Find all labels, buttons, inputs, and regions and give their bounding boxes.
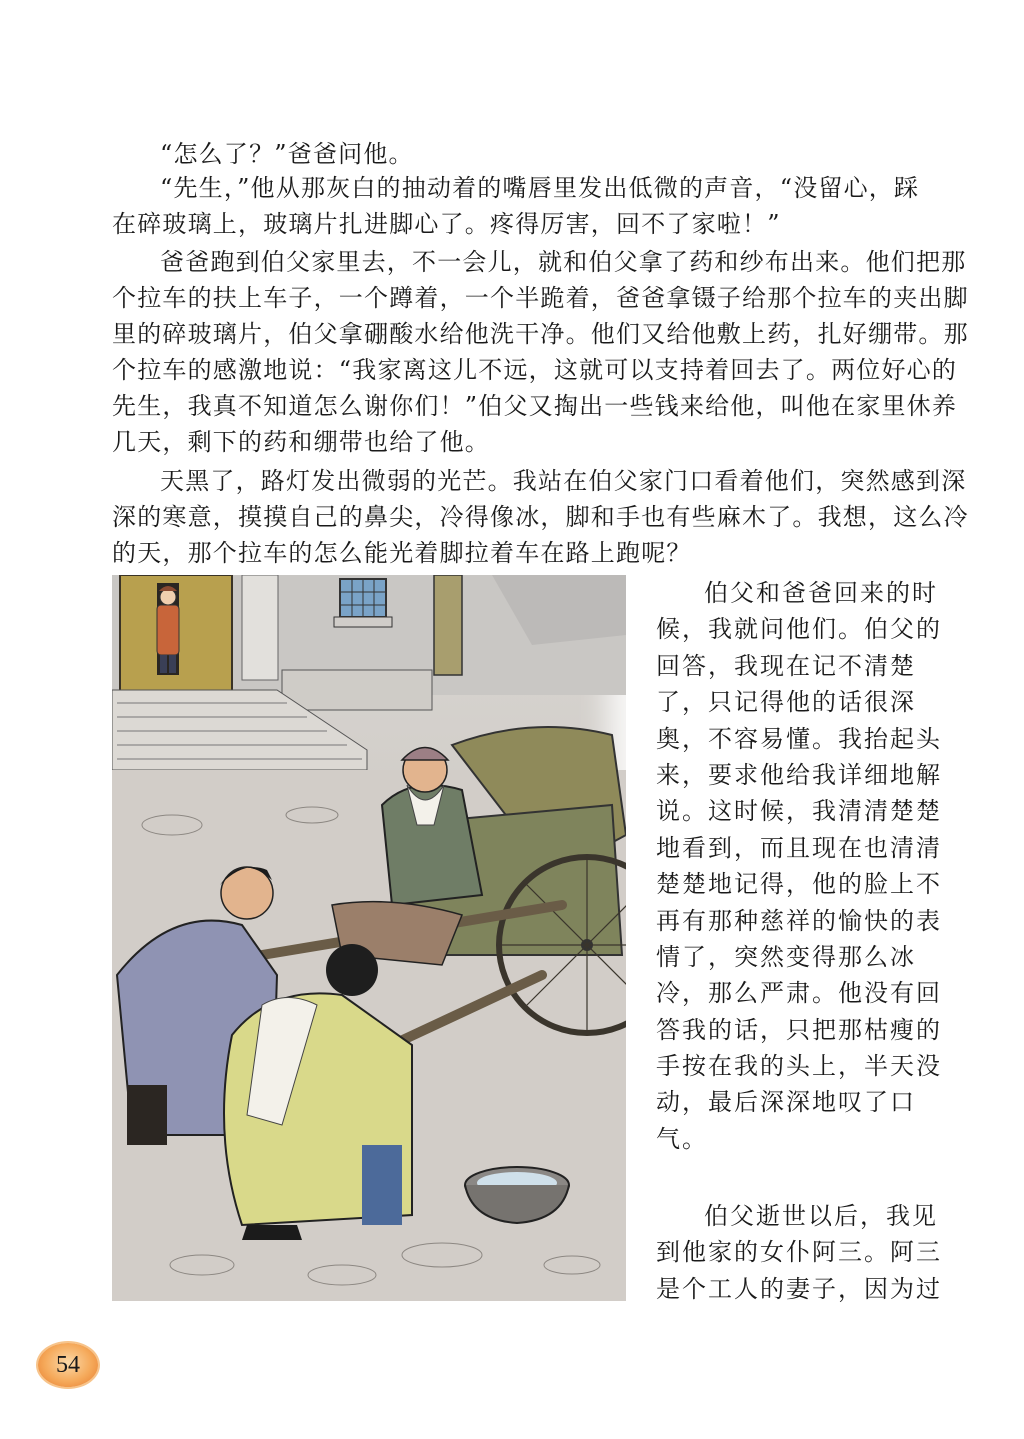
- text-line: 天黑了，路灯发出微弱的光芒。我站在伯父家门口看着他们，突然感到深: [160, 467, 967, 495]
- text-line: 个拉车的扶上车子，一个蹲着，一个半跪着，爸爸拿镊子给那个拉车的夹出脚: [112, 284, 969, 312]
- text-line: 里的碎玻璃片，伯父拿硼酸水给他洗干净。他们又给他敷上药，扎好绷带。那: [112, 320, 969, 348]
- text-line: 是个工人的妻子，因为过: [656, 1274, 942, 1303]
- text-line: 在碎玻璃上，玻璃片扎进脚心了。疼得厉害，回不了家啦！”: [112, 210, 781, 238]
- paragraph-4: [112, 463, 969, 571]
- page-number: 54: [56, 1351, 80, 1378]
- text-line: 回答，我现在记不清楚: [656, 651, 916, 680]
- text-line: 冷，那么严肃。他没有回: [656, 979, 942, 1008]
- text-line: 答我的话，只把那枯瘦的: [656, 1015, 942, 1044]
- illustration-drawing: [112, 575, 626, 1301]
- paragraph-2: [112, 170, 920, 242]
- text-line: 了，只记得他的话很深: [656, 688, 916, 717]
- text-line: 再有那种慈祥的愉快的表: [656, 906, 942, 935]
- text-line: 楚楚地记得，他的脸上不: [656, 870, 942, 899]
- text-line: 伯父逝世以后，我见: [704, 1202, 938, 1230]
- text-line: 爸爸跑到伯父家里去，不一会儿，就和伯父拿了药和纱布出来。他们把那: [160, 248, 967, 276]
- text-line: 地看到，而且现在也清清: [656, 833, 942, 862]
- text-line: 的天，那个拉车的怎么能光着脚拉着车在路上跑呢？: [112, 539, 692, 567]
- text-line: 手按在我的头上，半天没: [656, 1052, 942, 1081]
- text-line: 伯父和爸爸回来的时: [704, 579, 938, 607]
- text-line: 深的寒意，摸摸自己的鼻尖，冷得像冰，脚和手也有些麻木了。我想，这么冷: [112, 503, 969, 531]
- text-line: 动，最后深深地叹了口: [656, 1088, 916, 1117]
- paragraph-3: [112, 244, 969, 460]
- text-line: 个拉车的感激地说：“我家离这儿不远，这就可以支持着回去了。两位好心的: [112, 356, 958, 384]
- text-line: 情了，突然变得那么冰: [656, 942, 916, 971]
- text-line: 到他家的女仆阿三。阿三: [656, 1238, 942, 1267]
- text-line: 奥，不容易懂。我抬起头: [656, 724, 942, 753]
- text-line: 几天，剩下的药和绷带也给了他。: [112, 428, 490, 456]
- side-paragraph-2: [656, 1198, 942, 1307]
- side-paragraph-1: [656, 575, 942, 1157]
- text-line: 气。: [656, 1124, 708, 1153]
- text-line: 来，要求他给我详细地解: [656, 760, 942, 789]
- text-line: 说。这时候，我清清楚楚: [656, 797, 942, 826]
- text-line: “先生，”他从那灰白的抽动着的嘴唇里发出低微的声音，“没留心，踩: [160, 174, 920, 202]
- text-line: 候，我就问他们。伯父的: [656, 615, 942, 644]
- text-line: “怎么了？”爸爸问他。: [160, 140, 414, 168]
- paragraph-1: [112, 136, 912, 172]
- page-number-badge: [38, 1343, 98, 1387]
- illustration-rickshaw-scene: [112, 575, 626, 1301]
- text-line: 先生，我真不知道怎么谢你们！”伯父又掏出一些钱来给他，叫他在家里休养: [112, 392, 958, 420]
